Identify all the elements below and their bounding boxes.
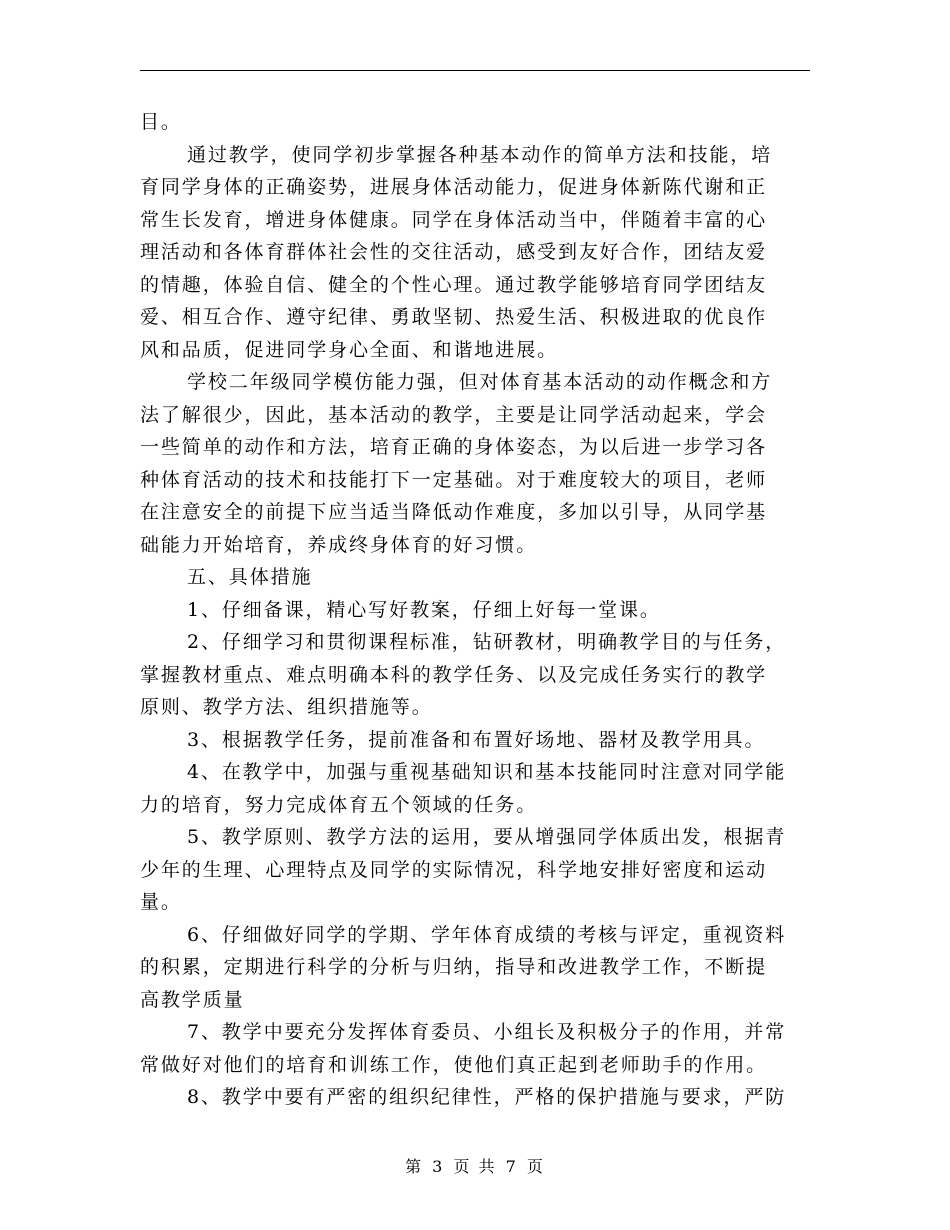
text-line: 在注意安全的前提下应当适当降低动作难度，多加以引导，从同学基 xyxy=(140,501,768,523)
text-line: 6、仔细做好同学的学期、学年体育成绩的考核与评定，重视资料 xyxy=(187,923,787,946)
text-line: 种体育活动的技术和技能打下一定基础。对于难度较大的项目，老师 xyxy=(140,468,768,491)
text-line: 一些简单的动作和方法，培育正确的身体姿态，为以后进一步学习各 xyxy=(140,436,768,458)
text-line: 通过教学，使同学初步掌握各种基本动作的简单方法和技能，培 xyxy=(187,143,773,166)
text-line: 础能力开始培育，养成终身体育的好习惯。 xyxy=(140,533,538,556)
footer-prefix: 第 xyxy=(405,1157,424,1176)
text-line: 2、仔细学习和贯彻课程标准，钻研教材，明确教学目的与任务， xyxy=(187,631,787,653)
text-line: 量。 xyxy=(140,891,182,913)
text-line: 常生长发育，增进身体健康。同学在身体活动当中，伴随着丰富的心 xyxy=(140,208,768,231)
text-line: 目。 xyxy=(140,111,182,133)
text-line: 力的培育，努力完成体育五个领域的任务。 xyxy=(140,793,538,816)
header-rule xyxy=(140,70,810,71)
text-line: 的积累，定期进行科学的分析与归纳，指导和改进教学工作，不断提 xyxy=(140,956,768,978)
text-line: 学校二年级同学模仿能力强，但对体育基本活动的动作概念和方 xyxy=(187,371,773,393)
text-line: 理活动和各体育群体社会性的交往活动，感受到友好合作，团结友爱 xyxy=(140,241,768,263)
footer-suffix: 页 xyxy=(526,1157,545,1176)
text-line: 高教学质量 xyxy=(140,988,245,1011)
text-line: 常做好对他们的培育和训练工作，使他们真正起到老师助手的作用。 xyxy=(140,1053,768,1076)
text-line: 的情趣，体验自信、健全的个性心理。通过教学能够培育同学团结友 xyxy=(140,273,768,296)
text-line: 育同学身体的正确姿势，进展身体活动能力，促进身体新陈代谢和正 xyxy=(140,176,768,198)
footer-middle: 页 共 xyxy=(453,1157,497,1176)
text-line: 五、具体措施 xyxy=(187,566,313,588)
text-line: 7、教学中要充分发挥体育委员、小组长及积极分子的作用，并常 xyxy=(187,1021,787,1043)
text-line: 法了解很少，因此，基本活动的教学，主要是让同学活动起来，学会 xyxy=(140,403,768,426)
total-pages: 7 xyxy=(505,1157,518,1176)
text-line: 5、教学原则、教学方法的运用，要从增强同学体质出发，根据青 xyxy=(187,826,787,848)
text-line: 3、根据教学任务，提前准备和布置好场地、器材及教学用具。 xyxy=(187,728,766,751)
text-line: 4、在教学中，加强与重视基础知识和基本技能同时注意对同学能 xyxy=(187,761,787,783)
text-line: 少年的生理、心理特点及同学的实际情况，科学地安排好密度和运动 xyxy=(140,858,768,881)
text-line: 掌握教材重点、难点明确本科的教学任务、以及完成任务实行的教学 xyxy=(140,663,768,686)
text-line: 原则、教学方法、组织措施等。 xyxy=(140,696,433,718)
text-line: 爱、相互合作、遵守纪律、勇敢坚韧、热爱生活、积极进取的优良作 xyxy=(140,306,768,328)
text-line: 风和品质，促进同学身心全面、和谐地进展。 xyxy=(140,338,559,361)
page-footer xyxy=(0,1154,950,1177)
page-number: 3 xyxy=(432,1157,445,1176)
document-body xyxy=(140,106,820,1114)
text-line: 1、仔细备课，精心写好教案，仔细上好每一堂课。 xyxy=(187,598,661,621)
text-line: 8、教学中要有严密的组织纪律性，严格的保护措施与要求，严防 xyxy=(187,1086,787,1108)
